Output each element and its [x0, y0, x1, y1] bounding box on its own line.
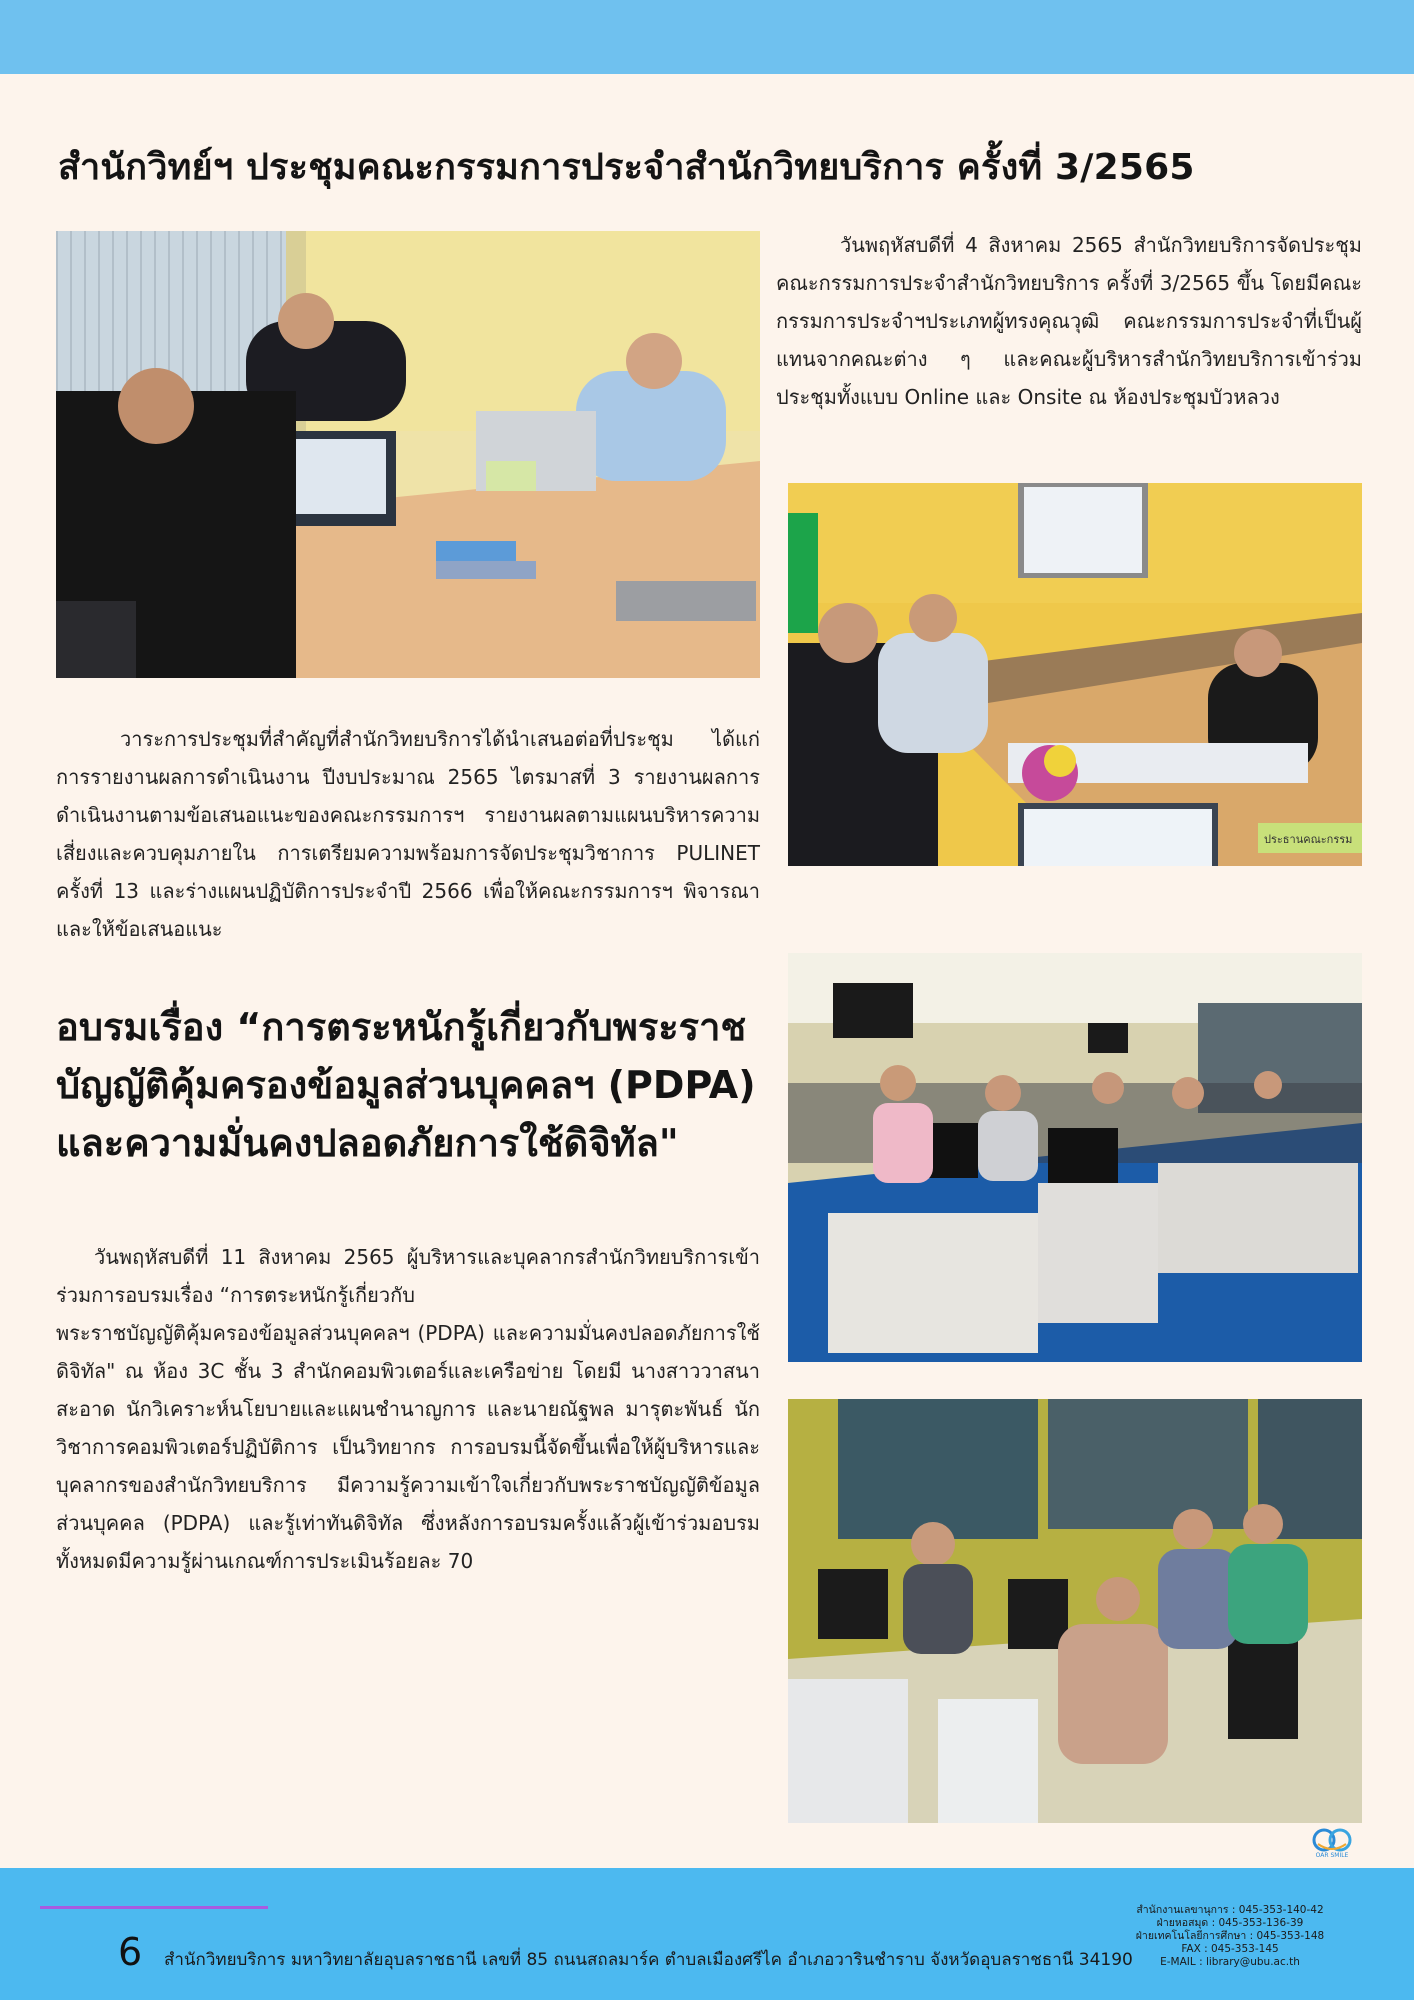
- sign-text: ประธานคณะกรรม: [1264, 833, 1353, 846]
- article1-text-1: วันพฤหัสบดีที่ 4 สิงหาคม 2565 สำนักวิทยบริการจัดประชุมคณะกรรมการประจำสำนักวิทยบริการ ครั้งที่ 3/2565 ขึ้น โดยมีคณะกรรมการประจำฯประเภทผู้ทรงคุณวุฒิ คณะกรรมการประจำที่เป็นผู้แทนจากคณะต่าง ๆ และคณะผู้บริหารสำนักวิทยบริการเข้าร่วมประชุมทั้งแบบ Online และ Onsite ณ ห้องประชุมบัวหลวง: [776, 233, 1362, 409]
- article2-text-1: วันพฤหัสบดีที่ 11 สิงหาคม 2565 ผู้บริหารและบุคลากรสำนักวิทยบริการเข้าร่วมการอบรมเรื่อง “การตระหนักรู้เกี่ยวกับ: [56, 1245, 760, 1307]
- contact-library: ฝ่ายหอสมุด : 045-353-136-39: [1156, 1917, 1304, 1929]
- footer-contacts: [1100, 1904, 1360, 1969]
- top-header-band: [0, 0, 1414, 74]
- logo-text: OAR SMILE: [1315, 1852, 1349, 1859]
- meeting-photo-closeup: [56, 231, 760, 678]
- article1-paragraph-2: [56, 720, 760, 948]
- footer-accent-rule: [40, 1906, 268, 1909]
- meeting-photo-room: [788, 483, 1362, 866]
- article1-title: สำนักวิทย์ฯ ประชุมคณะกรรมการประจำสำนักวิทยบริการ ครั้งที่ 3/2565: [58, 147, 1195, 188]
- article1-paragraph-1: [776, 226, 1362, 416]
- training-photo-participants: [788, 1399, 1362, 1823]
- article1-text-2: วาระการประชุมที่สำคัญที่สำนักวิทยบริการได้นำเสนอต่อที่ประชุม ได้แก่ การรายงานผลการดำเนินงาน ปีงบประมาณ 2565 ไตรมาสที่ 3 รายงานผลการดำเนินงานตามข้อเสนอแนะของคณะกรรมการฯ รายงานผลตามแผนบริหารความเสี่ยงและควบคุมภายใน การเตรียมความพร้อมการจัดประชุมวิชาการ PULINET ครั้งที่ 13 และร่างแผนปฏิบัติการประจำปี 2566 เพื่อให้คณะกรรมการฯ พิจารณาและให้ข้อเสนอแนะ: [56, 727, 760, 941]
- contact-email: E-MAIL : library@ubu.ac.th: [1160, 1956, 1300, 1968]
- article2-text-2: พระราชบัญญัติคุ้มครองข้อมูลส่วนบุคคลฯ (PDPA) และความมั่นคงปลอดภัยการใช้ดิจิทัล" ณ ห้อง 3C ชั้น 3 สำนักคอมพิวเตอร์และเครือข่าย โดยมี นางสาววาสนา สะอาด นักวิเคราะห์นโยบายและแผนชำนาญการ และนายณัฐพล มารุตะพันธ์ นักวิชาการคอมพิวเตอร์ปฏิบัติการ เป็นวิทยากร การอบรมนี้จัดขึ้นเพื่อให้ผู้บริหารและบุคลากรของสำนักวิทยบริการ มีความรู้ความเข้าใจเกี่ยวกับพระราชบัญญัติข้อมูลส่วนบุคคล (PDPA) และรู้เท่าทันดิจิทัล ซึ่งหลังการอบรมครั้งแล้วผู้เข้าร่วมอบรมทั้งหมดมีความรู้ผ่านเกณฑ์การประเมินร้อยละ 70: [56, 1321, 760, 1573]
- contact-fax: FAX : 045-353-145: [1181, 1943, 1279, 1955]
- contact-secretary: สำนักงานเลขานุการ : 045-353-140-42: [1136, 1904, 1324, 1916]
- training-photo-lab: [788, 953, 1362, 1362]
- article2-title: อบรมเรื่อง “การตระหนักรู้เกี่ยวกับพระราชบัญญัติคุ้มครองข้อมูลส่วนบุคคลฯ (PDPA) และความมั่นคงปลอดภัยการใช้ดิจิทัล": [56, 1005, 756, 1165]
- page-number: 6: [118, 1930, 143, 1974]
- contact-edtech: ฝ่ายเทคโนโลยีการศึกษา : 045-353-148: [1135, 1930, 1325, 1942]
- footer-address: สำนักวิทยบริการ มหาวิทยาลัยอุบลราชธานี เลขที่ 85 ถนนสถลมาร์ค ตำบลเมืองศรีไค อำเภอวารินชำราบ จังหวัดอุบลราชธานี 34190: [164, 1950, 1133, 1970]
- article2-paragraph: [56, 1238, 760, 1580]
